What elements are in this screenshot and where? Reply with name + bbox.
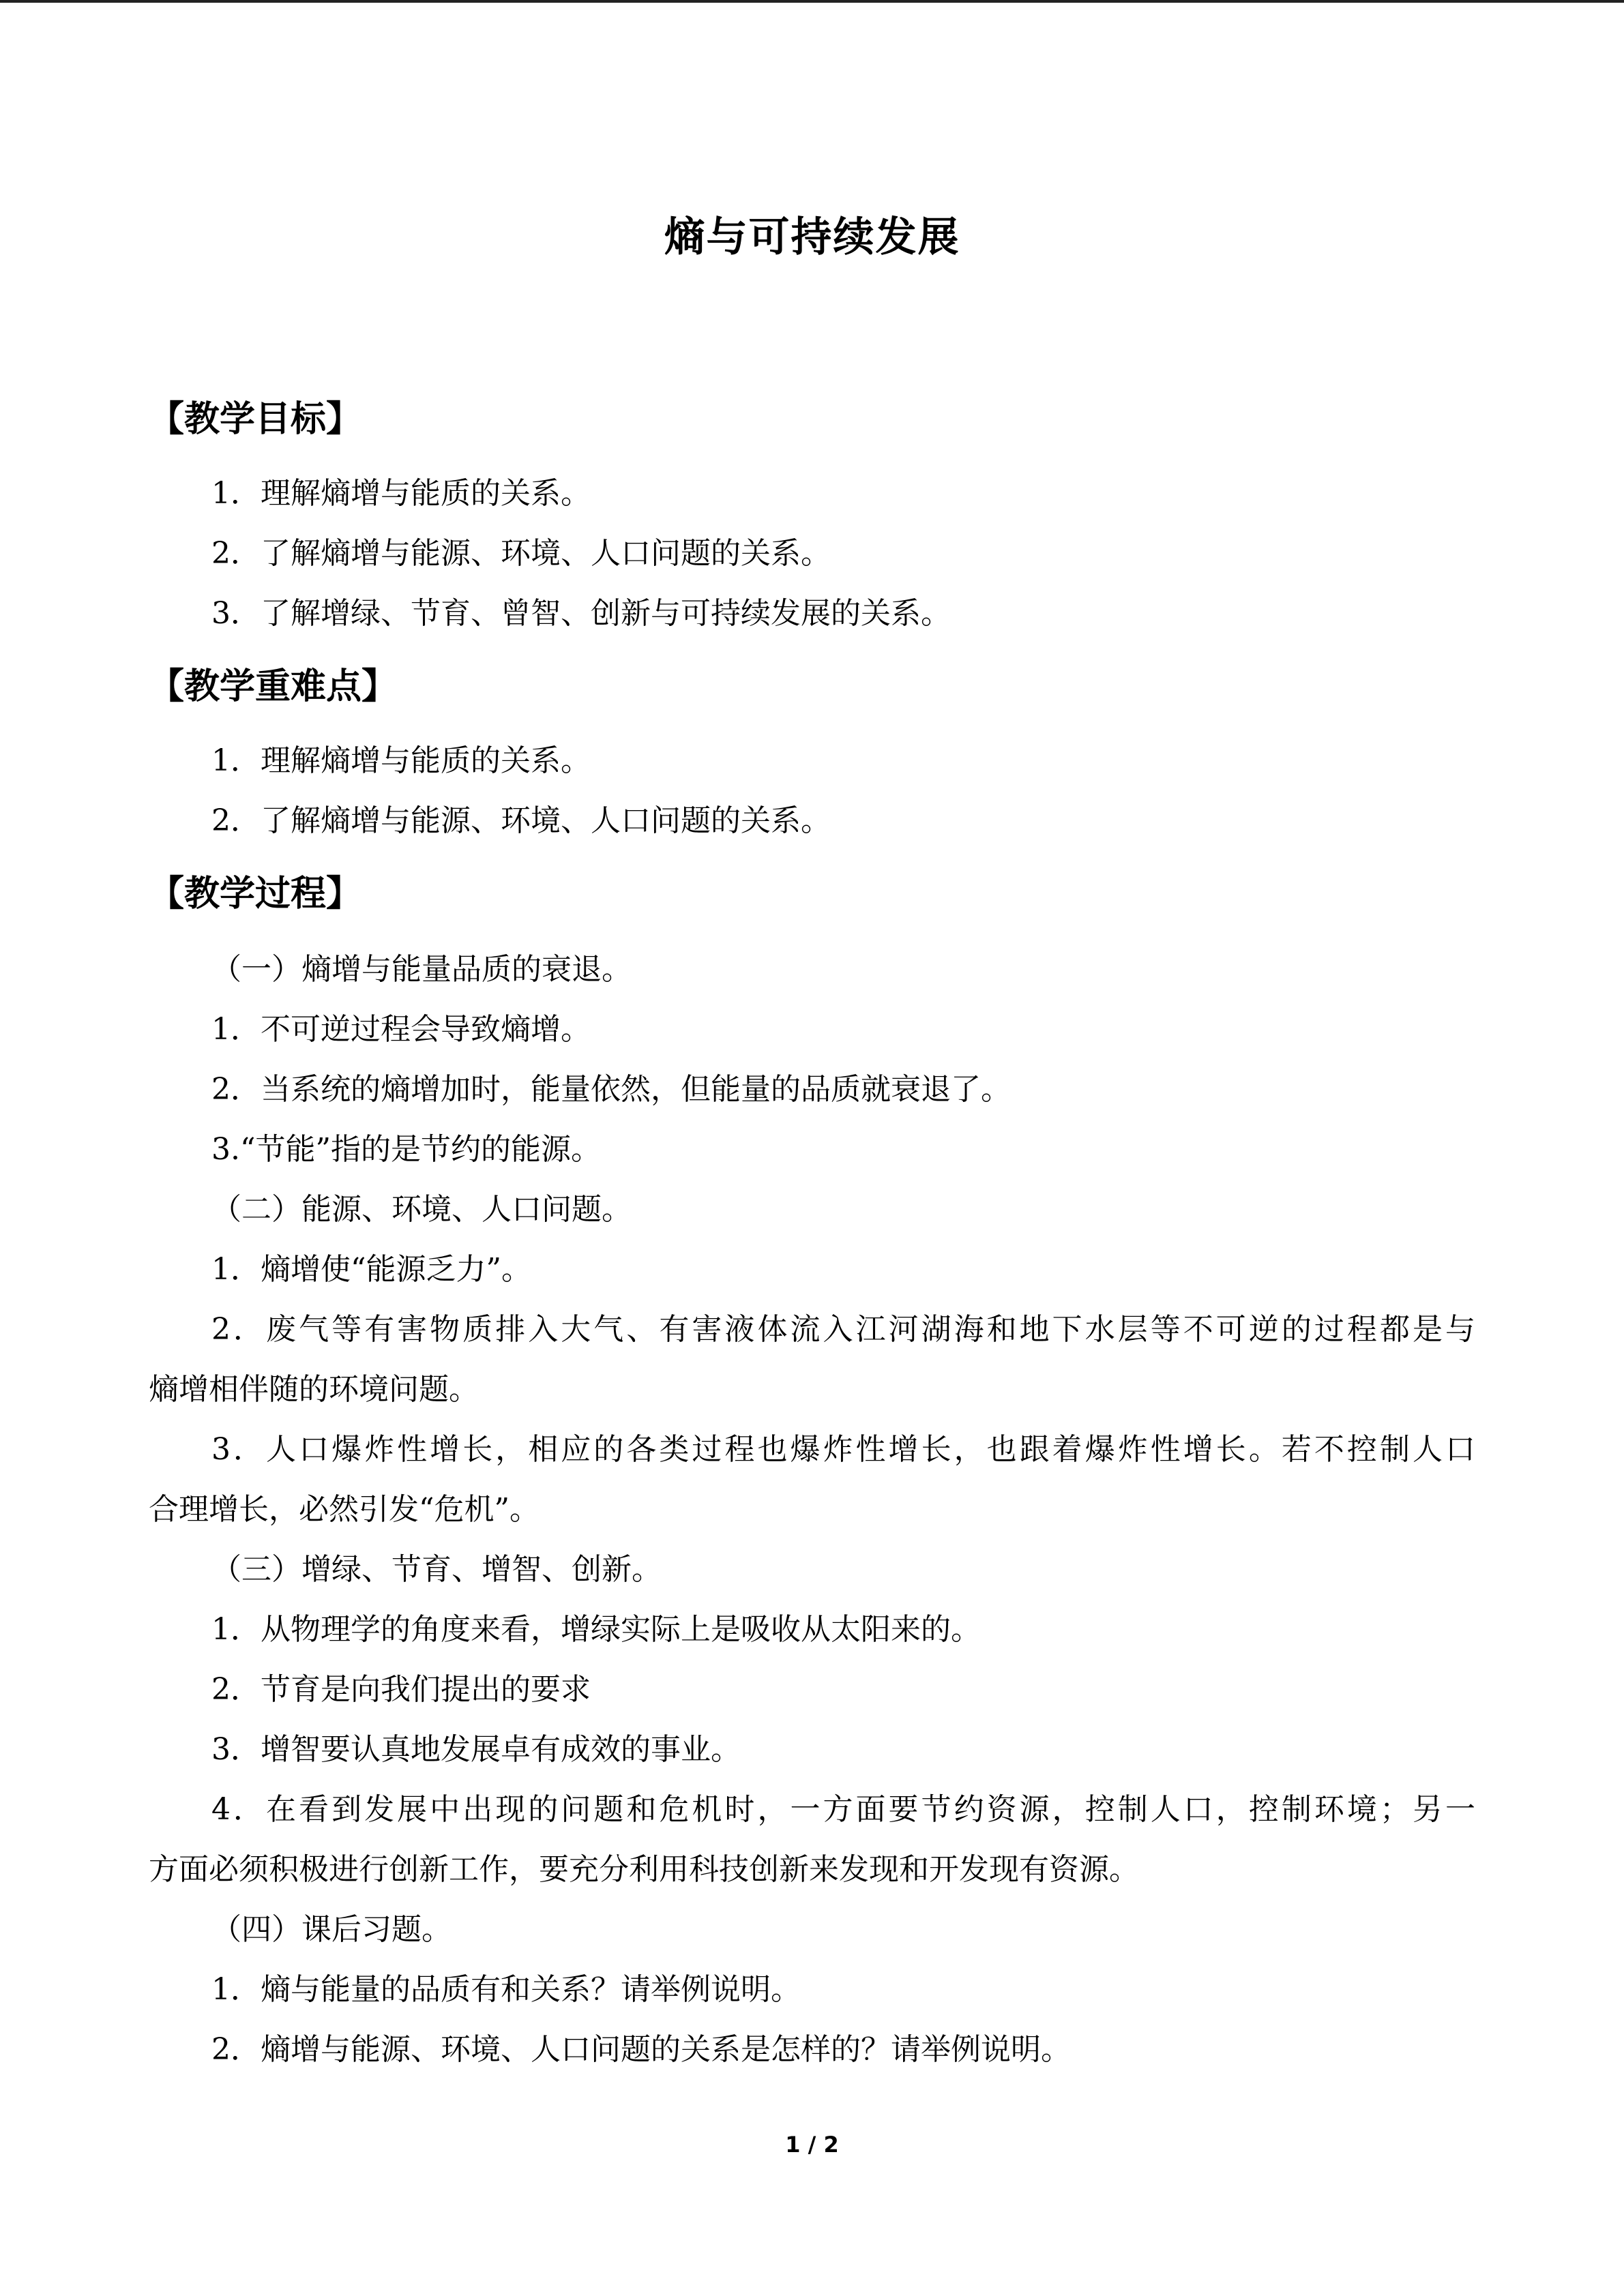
top-border-line: [0, 0, 1624, 3]
process-line: 2．当系统的熵增加时，能量依然，但能量的品质就衰退了。: [211, 1072, 1011, 1107]
key-point-item: 2．了解熵增与能源、环境、人口问题的关系。: [211, 803, 831, 838]
process-line: 1．不可逆过程会导致熵增。: [211, 1012, 591, 1047]
process-line-continuation: 方面必须积极进行创新工作，要充分利用科技创新来发现和开发现有资源。: [149, 1852, 1139, 1887]
page-number: 1 / 2: [785, 2132, 839, 2158]
section-heading-objectives: 【教学目标】: [149, 399, 362, 440]
objective-item: 2．了解熵增与能源、环境、人口问题的关系。: [211, 536, 831, 571]
process-line: 1．熵增使“能源乏力”。: [211, 1252, 531, 1287]
exercise-item: 2．熵增与能源、环境、人口问题的关系是怎样的？请举例说明。: [211, 2032, 1071, 2067]
section-heading-process: 【教学过程】: [149, 874, 362, 914]
process-line: 1．从物理学的角度来看，增绿实际上是吸收从太阳来的。: [211, 1612, 981, 1647]
exercise-item: 1．熵与能量的品质有和关系？请举例说明。: [211, 1972, 801, 2007]
objective-item: 3．了解增绿、节育、曾智、创新与可持续发展的关系。: [211, 596, 951, 631]
process-line: 3．人口爆炸性增长，相应的各类过程也爆炸性增长，也跟着爆炸性增长。若不控制人口: [211, 1432, 1475, 1467]
process-line-continuation: 熵增相伴随的环境问题。: [149, 1372, 479, 1407]
process-line-continuation: 合理增长，必然引发“危机”。: [149, 1492, 540, 1527]
process-line: 3．增智要认真地发展卓有成效的事业。: [211, 1732, 741, 1767]
process-subheading: （一）熵增与能量品质的衰退。: [211, 952, 632, 987]
process-subheading: （四）课后习题。: [211, 1912, 452, 1947]
section-heading-key-points: 【教学重难点】: [149, 666, 398, 707]
document-title: 熵与可持续发展: [664, 213, 960, 261]
process-line: 3.“节能”指的是节约的能源。: [211, 1132, 601, 1167]
key-point-item: 1．理解熵增与能质的关系。: [211, 743, 591, 778]
process-line: 4．在看到发展中出现的问题和危机时，一方面要节约资源，控制人口，控制环境；另一: [211, 1792, 1475, 1827]
process-subheading: （三）增绿、节育、增智、创新。: [211, 1552, 662, 1587]
process-line: 2．废气等有害物质排入大气、有害液体流入江河湖海和地下水层等不可逆的过程都是与: [211, 1312, 1475, 1347]
process-subheading: （二）能源、环境、人口问题。: [211, 1192, 632, 1227]
process-line: 2．节育是向我们提出的要求: [211, 1672, 591, 1707]
objective-item: 1．理解熵增与能质的关系。: [211, 476, 591, 511]
